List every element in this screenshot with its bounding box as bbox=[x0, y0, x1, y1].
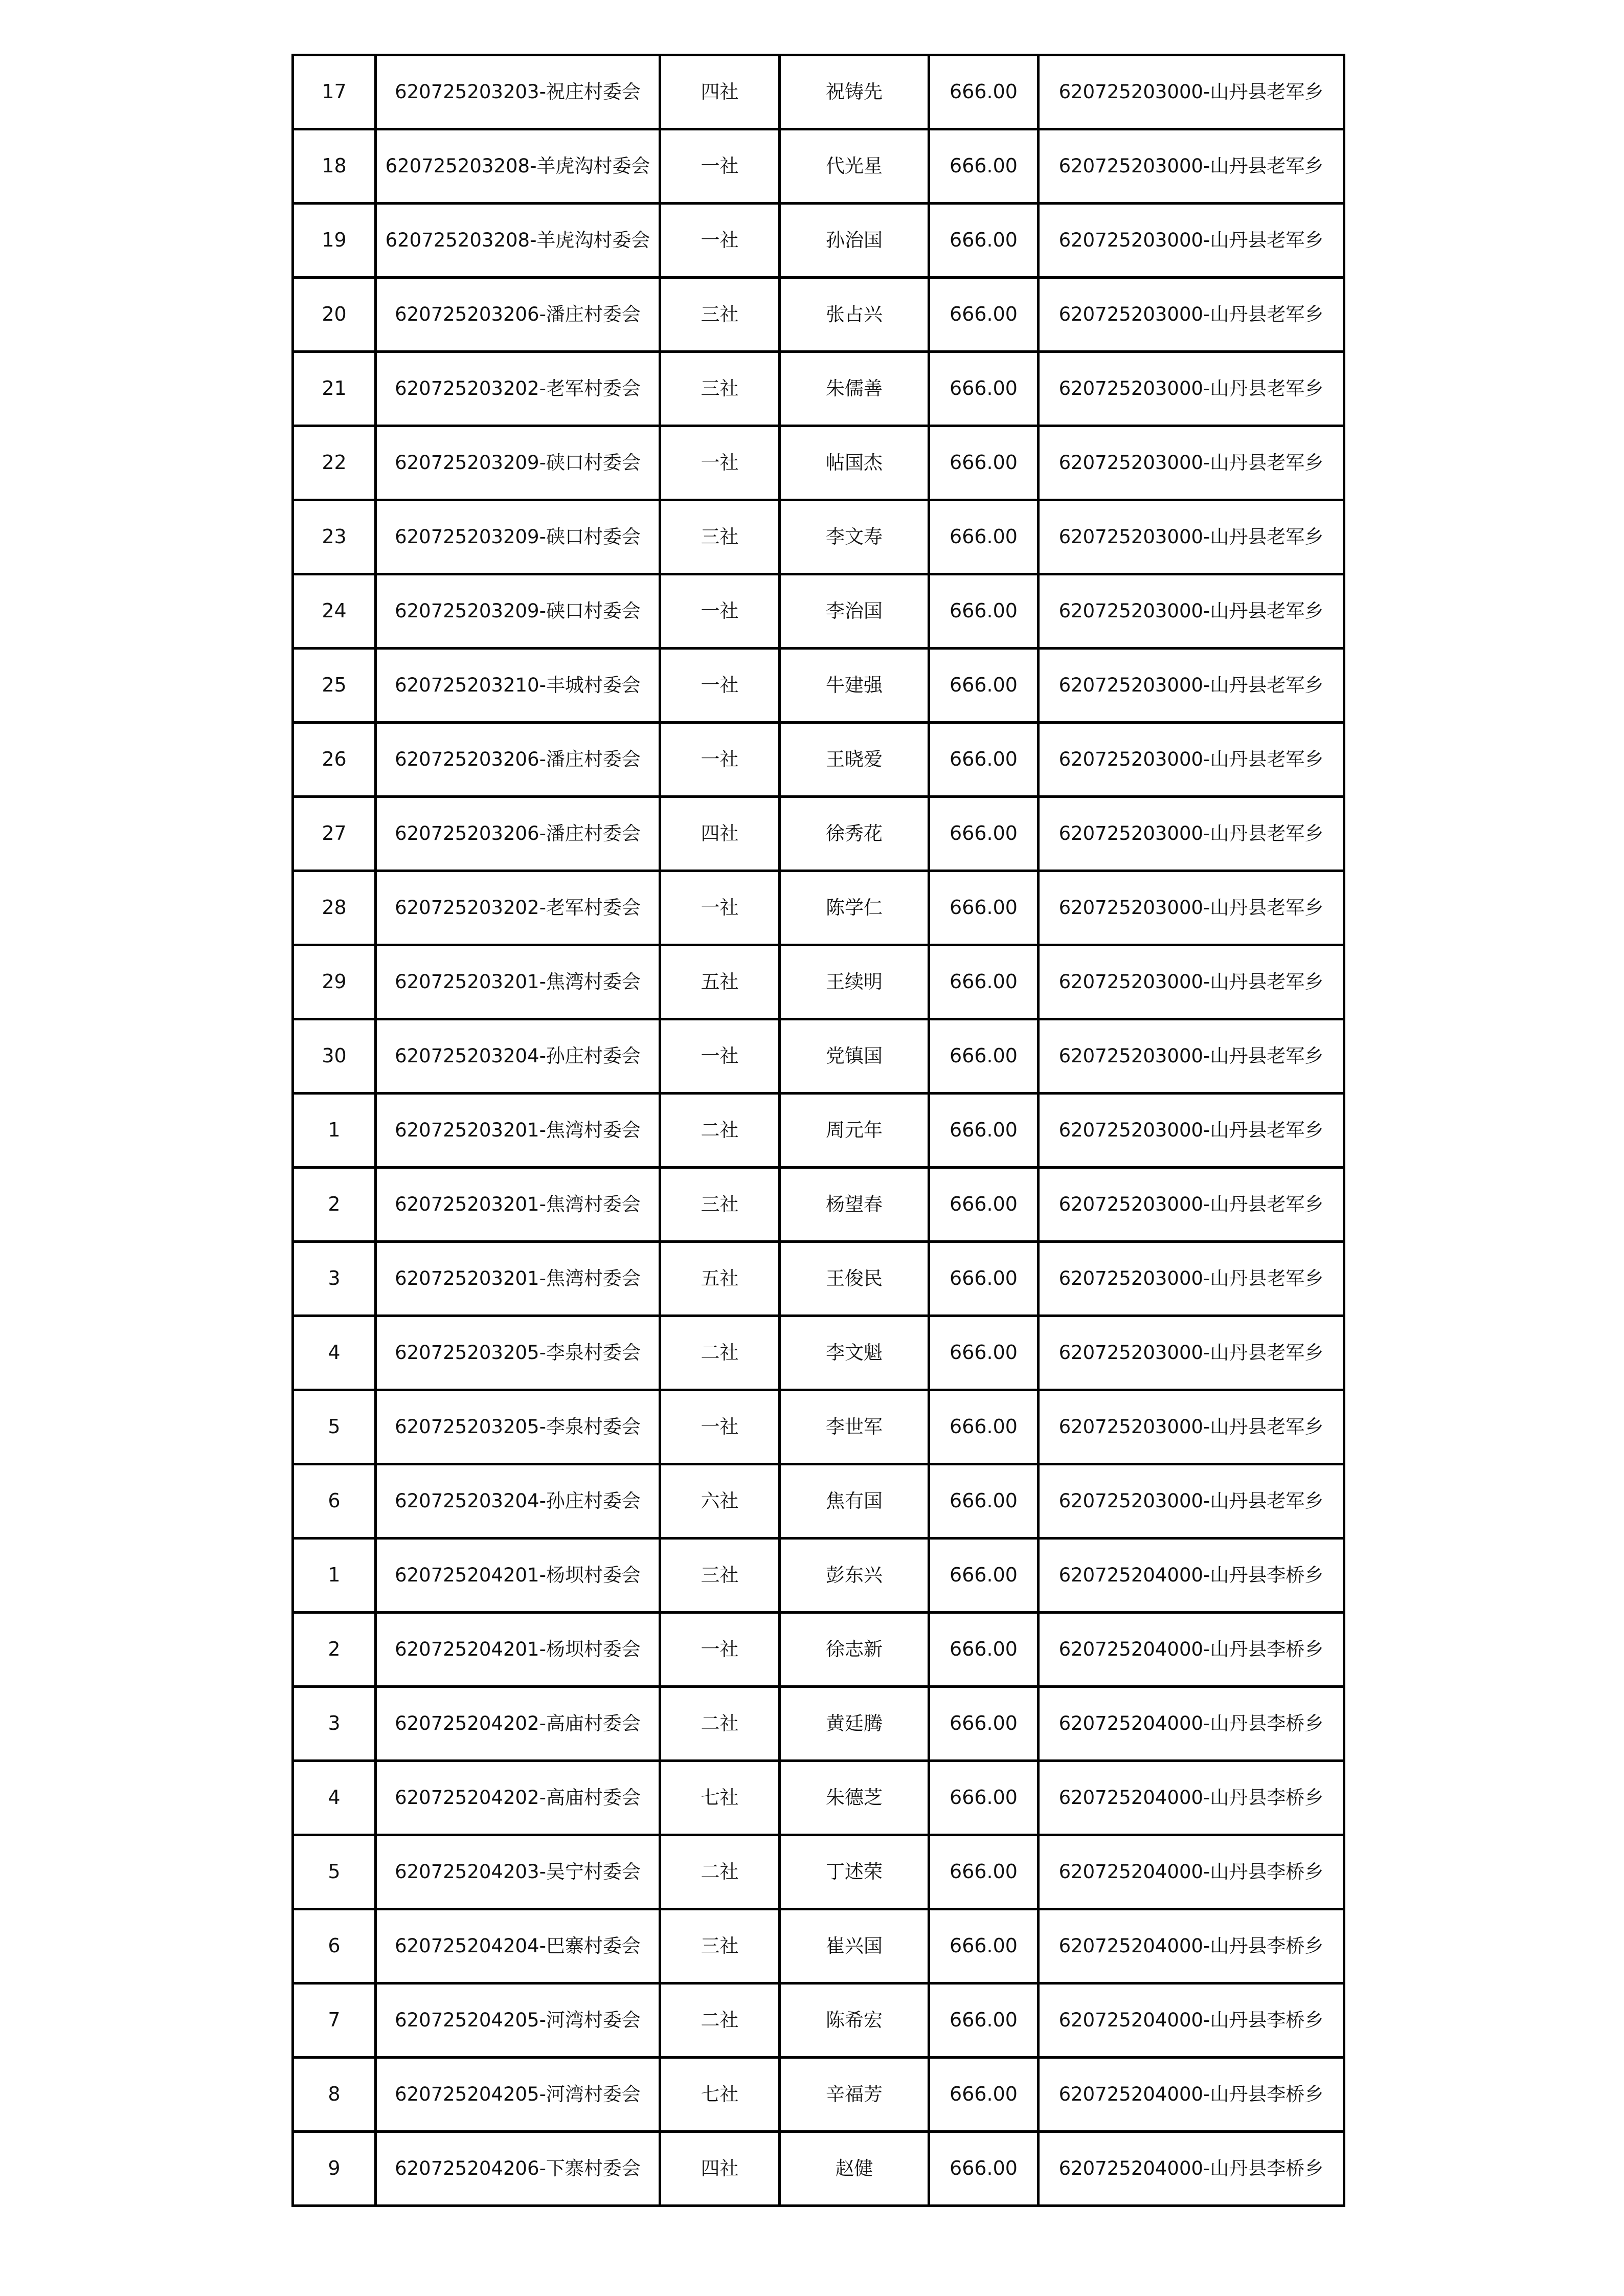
township-cell: 620725203000-山丹县老军乡 bbox=[1039, 500, 1344, 574]
village-team-cell: 三社 bbox=[660, 278, 780, 352]
amount-cell: 666.00 bbox=[929, 945, 1039, 1019]
village-team-cell: 一社 bbox=[660, 871, 780, 945]
village-team-cell: 一社 bbox=[660, 1019, 780, 1094]
table-row bbox=[293, 797, 1344, 871]
village-team-cell: 一社 bbox=[660, 129, 780, 204]
amount-cell: 666.00 bbox=[929, 500, 1039, 574]
village-team-cell: 一社 bbox=[660, 649, 780, 723]
village-committee-cell: 620725203209-硖口村委会 bbox=[376, 426, 660, 500]
village-team-cell: 一社 bbox=[660, 426, 780, 500]
amount-cell: 666.00 bbox=[929, 55, 1039, 129]
amount-cell: 666.00 bbox=[929, 2132, 1039, 2206]
amount-cell: 666.00 bbox=[929, 1019, 1039, 1094]
row-index-cell: 26 bbox=[293, 723, 376, 797]
township-cell: 620725203000-山丹县老军乡 bbox=[1039, 1464, 1344, 1539]
person-name-cell: 代光星 bbox=[780, 129, 929, 204]
person-name-cell: 朱德芝 bbox=[780, 1761, 929, 1835]
village-committee-cell: 620725203208-羊虎沟村委会 bbox=[376, 129, 660, 204]
village-committee-cell: 620725204201-杨坝村委会 bbox=[376, 1539, 660, 1613]
person-name-cell: 丁述荣 bbox=[780, 1835, 929, 1909]
amount-cell: 666.00 bbox=[929, 1761, 1039, 1835]
table-row bbox=[293, 2058, 1344, 2132]
township-cell: 620725204000-山丹县李桥乡 bbox=[1039, 1539, 1344, 1613]
table-row bbox=[293, 1094, 1344, 1168]
village-committee-cell: 620725203205-李泉村委会 bbox=[376, 1316, 660, 1390]
amount-cell: 666.00 bbox=[929, 723, 1039, 797]
table-row bbox=[293, 649, 1344, 723]
amount-cell: 666.00 bbox=[929, 1835, 1039, 1909]
amount-cell: 666.00 bbox=[929, 278, 1039, 352]
village-team-cell: 四社 bbox=[660, 797, 780, 871]
table-row bbox=[293, 871, 1344, 945]
village-team-cell: 三社 bbox=[660, 500, 780, 574]
village-committee-cell: 620725203206-潘庄村委会 bbox=[376, 797, 660, 871]
person-name-cell: 辛福芳 bbox=[780, 2058, 929, 2132]
village-team-cell: 六社 bbox=[660, 1464, 780, 1539]
table-row bbox=[293, 129, 1344, 204]
amount-cell: 666.00 bbox=[929, 1242, 1039, 1316]
amount-cell: 666.00 bbox=[929, 649, 1039, 723]
person-name-cell: 祝铸先 bbox=[780, 55, 929, 129]
row-index-cell: 23 bbox=[293, 500, 376, 574]
village-team-cell: 三社 bbox=[660, 1539, 780, 1613]
person-name-cell: 李文寿 bbox=[780, 500, 929, 574]
person-name-cell: 赵健 bbox=[780, 2132, 929, 2206]
township-cell: 620725204000-山丹县李桥乡 bbox=[1039, 1761, 1344, 1835]
table-row bbox=[293, 1390, 1344, 1464]
table-row bbox=[293, 1316, 1344, 1390]
amount-cell: 666.00 bbox=[929, 1316, 1039, 1390]
village-committee-cell: 620725203206-潘庄村委会 bbox=[376, 278, 660, 352]
row-index-cell: 21 bbox=[293, 352, 376, 426]
township-cell: 620725203000-山丹县老军乡 bbox=[1039, 1242, 1344, 1316]
row-index-cell: 6 bbox=[293, 1464, 376, 1539]
table-row bbox=[293, 1613, 1344, 1687]
table-row bbox=[293, 55, 1344, 129]
township-cell: 620725203000-山丹县老军乡 bbox=[1039, 797, 1344, 871]
row-index-cell: 7 bbox=[293, 1983, 376, 2058]
village-team-cell: 七社 bbox=[660, 1761, 780, 1835]
township-cell: 620725203000-山丹县老军乡 bbox=[1039, 871, 1344, 945]
amount-cell: 666.00 bbox=[929, 797, 1039, 871]
person-name-cell: 黄廷腾 bbox=[780, 1687, 929, 1761]
township-cell: 620725204000-山丹县李桥乡 bbox=[1039, 1909, 1344, 1983]
person-name-cell: 徐志新 bbox=[780, 1613, 929, 1687]
village-committee-cell: 620725204204-巴寨村委会 bbox=[376, 1909, 660, 1983]
person-name-cell: 周元年 bbox=[780, 1094, 929, 1168]
row-index-cell: 4 bbox=[293, 1761, 376, 1835]
row-index-cell: 8 bbox=[293, 2058, 376, 2132]
village-committee-cell: 620725203203-祝庄村委会 bbox=[376, 55, 660, 129]
amount-cell: 666.00 bbox=[929, 2058, 1039, 2132]
village-committee-cell: 620725203202-老军村委会 bbox=[376, 352, 660, 426]
amount-cell: 666.00 bbox=[929, 1168, 1039, 1242]
amount-cell: 666.00 bbox=[929, 1613, 1039, 1687]
amount-cell: 666.00 bbox=[929, 352, 1039, 426]
table-row bbox=[293, 1761, 1344, 1835]
township-cell: 620725203000-山丹县老军乡 bbox=[1039, 723, 1344, 797]
township-cell: 620725203000-山丹县老军乡 bbox=[1039, 945, 1344, 1019]
village-committee-cell: 620725203201-焦湾村委会 bbox=[376, 945, 660, 1019]
village-committee-cell: 620725203204-孙庄村委会 bbox=[376, 1019, 660, 1094]
person-name-cell: 孙治国 bbox=[780, 204, 929, 278]
village-committee-cell: 620725204202-高庙村委会 bbox=[376, 1687, 660, 1761]
row-index-cell: 20 bbox=[293, 278, 376, 352]
township-cell: 620725204000-山丹县李桥乡 bbox=[1039, 1983, 1344, 2058]
village-team-cell: 二社 bbox=[660, 1835, 780, 1909]
row-index-cell: 24 bbox=[293, 574, 376, 649]
village-committee-cell: 620725203201-焦湾村委会 bbox=[376, 1094, 660, 1168]
amount-cell: 666.00 bbox=[929, 204, 1039, 278]
village-committee-cell: 620725203201-焦湾村委会 bbox=[376, 1242, 660, 1316]
village-team-cell: 五社 bbox=[660, 945, 780, 1019]
table-row bbox=[293, 1983, 1344, 2058]
village-team-cell: 三社 bbox=[660, 1168, 780, 1242]
row-index-cell: 3 bbox=[293, 1687, 376, 1761]
person-name-cell: 杨望春 bbox=[780, 1168, 929, 1242]
row-index-cell: 28 bbox=[293, 871, 376, 945]
row-index-cell: 29 bbox=[293, 945, 376, 1019]
person-name-cell: 张占兴 bbox=[780, 278, 929, 352]
village-committee-cell: 620725203201-焦湾村委会 bbox=[376, 1168, 660, 1242]
village-committee-cell: 620725203209-硖口村委会 bbox=[376, 500, 660, 574]
row-index-cell: 5 bbox=[293, 1835, 376, 1909]
village-team-cell: 四社 bbox=[660, 55, 780, 129]
row-index-cell: 22 bbox=[293, 426, 376, 500]
row-index-cell: 30 bbox=[293, 1019, 376, 1094]
person-name-cell: 朱儒善 bbox=[780, 352, 929, 426]
township-cell: 620725203000-山丹县老军乡 bbox=[1039, 352, 1344, 426]
village-team-cell: 四社 bbox=[660, 2132, 780, 2206]
village-committee-cell: 620725204202-高庙村委会 bbox=[376, 1761, 660, 1835]
person-name-cell: 王续明 bbox=[780, 945, 929, 1019]
subsidy-roster-table bbox=[291, 54, 1345, 2207]
amount-cell: 666.00 bbox=[929, 574, 1039, 649]
township-cell: 620725203000-山丹县老军乡 bbox=[1039, 204, 1344, 278]
row-index-cell: 25 bbox=[293, 649, 376, 723]
person-name-cell: 李文魁 bbox=[780, 1316, 929, 1390]
village-team-cell: 一社 bbox=[660, 723, 780, 797]
row-index-cell: 3 bbox=[293, 1242, 376, 1316]
row-index-cell: 18 bbox=[293, 129, 376, 204]
village-team-cell: 一社 bbox=[660, 574, 780, 649]
township-cell: 620725203000-山丹县老军乡 bbox=[1039, 55, 1344, 129]
amount-cell: 666.00 bbox=[929, 1687, 1039, 1761]
township-cell: 620725204000-山丹县李桥乡 bbox=[1039, 2132, 1344, 2206]
township-cell: 620725203000-山丹县老军乡 bbox=[1039, 1094, 1344, 1168]
amount-cell: 666.00 bbox=[929, 426, 1039, 500]
person-name-cell: 焦有国 bbox=[780, 1464, 929, 1539]
table-row bbox=[293, 723, 1344, 797]
person-name-cell: 崔兴国 bbox=[780, 1909, 929, 1983]
table-row bbox=[293, 500, 1344, 574]
person-name-cell: 王俊民 bbox=[780, 1242, 929, 1316]
row-index-cell: 1 bbox=[293, 1094, 376, 1168]
person-name-cell: 陈希宏 bbox=[780, 1983, 929, 2058]
table-row bbox=[293, 945, 1344, 1019]
row-index-cell: 1 bbox=[293, 1539, 376, 1613]
row-index-cell: 4 bbox=[293, 1316, 376, 1390]
row-index-cell: 19 bbox=[293, 204, 376, 278]
village-committee-cell: 620725203202-老军村委会 bbox=[376, 871, 660, 945]
village-team-cell: 三社 bbox=[660, 1909, 780, 1983]
amount-cell: 666.00 bbox=[929, 1539, 1039, 1613]
village-team-cell: 三社 bbox=[660, 352, 780, 426]
table-row bbox=[293, 204, 1344, 278]
village-team-cell: 七社 bbox=[660, 2058, 780, 2132]
table-row bbox=[293, 1909, 1344, 1983]
table-row bbox=[293, 574, 1344, 649]
table-row bbox=[293, 426, 1344, 500]
village-committee-cell: 620725204203-吴宁村委会 bbox=[376, 1835, 660, 1909]
village-committee-cell: 620725203206-潘庄村委会 bbox=[376, 723, 660, 797]
person-name-cell: 徐秀花 bbox=[780, 797, 929, 871]
table-row bbox=[293, 1835, 1344, 1909]
person-name-cell: 王晓爱 bbox=[780, 723, 929, 797]
person-name-cell: 陈学仁 bbox=[780, 871, 929, 945]
township-cell: 620725203000-山丹县老军乡 bbox=[1039, 426, 1344, 500]
village-committee-cell: 620725203204-孙庄村委会 bbox=[376, 1464, 660, 1539]
amount-cell: 666.00 bbox=[929, 1094, 1039, 1168]
amount-cell: 666.00 bbox=[929, 871, 1039, 945]
township-cell: 620725204000-山丹县李桥乡 bbox=[1039, 1835, 1344, 1909]
village-committee-cell: 620725203208-羊虎沟村委会 bbox=[376, 204, 660, 278]
village-committee-cell: 620725204201-杨坝村委会 bbox=[376, 1613, 660, 1687]
row-index-cell: 5 bbox=[293, 1390, 376, 1464]
village-team-cell: 二社 bbox=[660, 1983, 780, 2058]
village-committee-cell: 620725203205-李泉村委会 bbox=[376, 1390, 660, 1464]
amount-cell: 666.00 bbox=[929, 1390, 1039, 1464]
row-index-cell: 27 bbox=[293, 797, 376, 871]
table-row bbox=[293, 352, 1344, 426]
roster-body bbox=[293, 55, 1344, 2206]
table-row bbox=[293, 2132, 1344, 2206]
township-cell: 620725204000-山丹县李桥乡 bbox=[1039, 1687, 1344, 1761]
village-committee-cell: 620725204205-河湾村委会 bbox=[376, 1983, 660, 2058]
township-cell: 620725203000-山丹县老军乡 bbox=[1039, 649, 1344, 723]
township-cell: 620725204000-山丹县李桥乡 bbox=[1039, 2058, 1344, 2132]
township-cell: 620725203000-山丹县老军乡 bbox=[1039, 1168, 1344, 1242]
person-name-cell: 党镇国 bbox=[780, 1019, 929, 1094]
person-name-cell: 李世军 bbox=[780, 1390, 929, 1464]
village-committee-cell: 620725203209-硖口村委会 bbox=[376, 574, 660, 649]
person-name-cell: 帖国杰 bbox=[780, 426, 929, 500]
table-row bbox=[293, 1464, 1344, 1539]
table-row bbox=[293, 1168, 1344, 1242]
township-cell: 620725203000-山丹县老军乡 bbox=[1039, 574, 1344, 649]
village-team-cell: 一社 bbox=[660, 1613, 780, 1687]
township-cell: 620725204000-山丹县李桥乡 bbox=[1039, 1613, 1344, 1687]
village-team-cell: 二社 bbox=[660, 1687, 780, 1761]
amount-cell: 666.00 bbox=[929, 1464, 1039, 1539]
table-row bbox=[293, 1539, 1344, 1613]
township-cell: 620725203000-山丹县老军乡 bbox=[1039, 129, 1344, 204]
amount-cell: 666.00 bbox=[929, 129, 1039, 204]
table-row bbox=[293, 1242, 1344, 1316]
row-index-cell: 6 bbox=[293, 1909, 376, 1983]
row-index-cell: 2 bbox=[293, 1168, 376, 1242]
village-team-cell: 五社 bbox=[660, 1242, 780, 1316]
township-cell: 620725203000-山丹县老军乡 bbox=[1039, 1316, 1344, 1390]
village-team-cell: 二社 bbox=[660, 1094, 780, 1168]
person-name-cell: 李治国 bbox=[780, 574, 929, 649]
table-row bbox=[293, 1687, 1344, 1761]
amount-cell: 666.00 bbox=[929, 1909, 1039, 1983]
village-team-cell: 一社 bbox=[660, 204, 780, 278]
row-index-cell: 9 bbox=[293, 2132, 376, 2206]
table-row bbox=[293, 278, 1344, 352]
village-committee-cell: 620725203210-丰城村委会 bbox=[376, 649, 660, 723]
township-cell: 620725203000-山丹县老军乡 bbox=[1039, 1019, 1344, 1094]
amount-cell: 666.00 bbox=[929, 1983, 1039, 2058]
row-index-cell: 17 bbox=[293, 55, 376, 129]
township-cell: 620725203000-山丹县老军乡 bbox=[1039, 278, 1344, 352]
person-name-cell: 牛建强 bbox=[780, 649, 929, 723]
village-team-cell: 二社 bbox=[660, 1316, 780, 1390]
row-index-cell: 2 bbox=[293, 1613, 376, 1687]
table-row bbox=[293, 1019, 1344, 1094]
person-name-cell: 彭东兴 bbox=[780, 1539, 929, 1613]
township-cell: 620725203000-山丹县老军乡 bbox=[1039, 1390, 1344, 1464]
village-committee-cell: 620725204205-河湾村委会 bbox=[376, 2058, 660, 2132]
village-team-cell: 一社 bbox=[660, 1390, 780, 1464]
village-committee-cell: 620725204206-下寨村委会 bbox=[376, 2132, 660, 2206]
